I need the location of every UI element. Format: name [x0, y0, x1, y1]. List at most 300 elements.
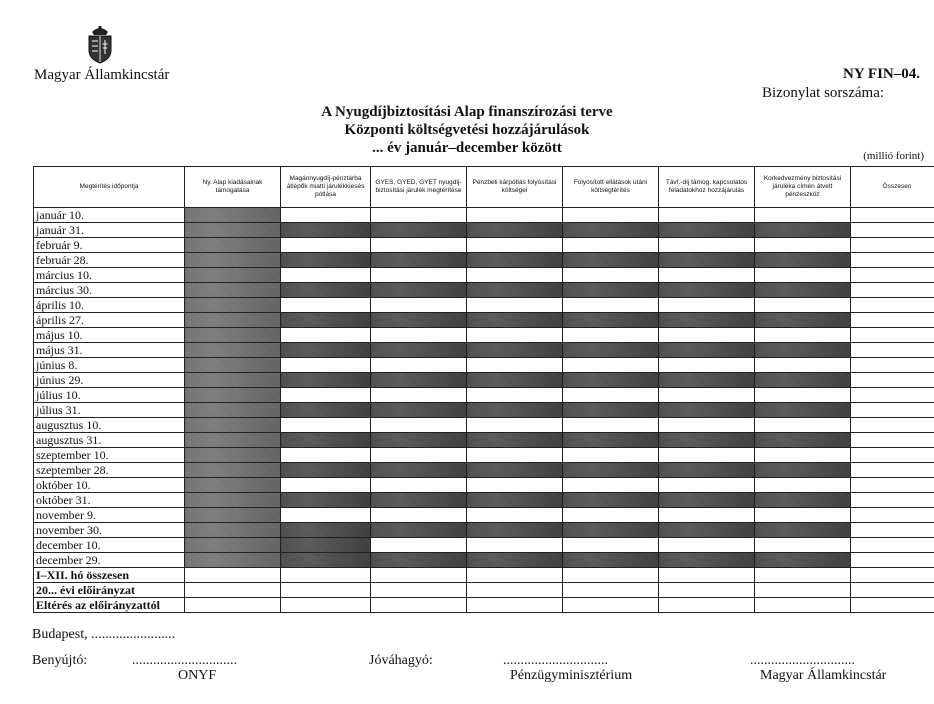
entry-cell[interactable]	[563, 478, 659, 493]
shaded-cell	[755, 493, 851, 508]
entry-cell[interactable]	[563, 208, 659, 223]
entry-cell[interactable]	[371, 358, 467, 373]
row-date-label: október 10.	[34, 478, 185, 493]
table-row	[34, 523, 934, 538]
row-date-label: január 31.	[34, 223, 185, 238]
entry-cell[interactable]	[851, 583, 934, 598]
shaded-cell	[371, 343, 467, 358]
row-date-label: augusztus 31.	[34, 433, 185, 448]
shaded-cell	[659, 313, 755, 328]
row-date-label: szeptember 10.	[34, 448, 185, 463]
table-row	[34, 508, 934, 523]
entry-cell[interactable]	[755, 448, 851, 463]
row-date-label: június 29.	[34, 373, 185, 388]
table-row	[34, 418, 934, 433]
table-row	[34, 553, 934, 568]
entry-cell[interactable]	[659, 448, 755, 463]
shaded-cell	[371, 373, 467, 388]
entry-cell[interactable]	[851, 523, 934, 538]
row-date-label: május 10.	[34, 328, 185, 343]
financing-table	[33, 166, 934, 613]
shaded-cell	[281, 538, 371, 553]
shaded-cell	[467, 223, 563, 238]
unit-label: (millió forint)	[863, 150, 924, 162]
shaded-cell	[371, 283, 467, 298]
row-date-label: december 29.	[34, 553, 185, 568]
entry-cell[interactable]	[755, 538, 851, 553]
row-date-label: április 27.	[34, 313, 185, 328]
shaded-cell	[281, 403, 371, 418]
col-header: Magánnyugdíj-pénztárba átlépők miatti járulékkiesés pótlása	[281, 167, 371, 208]
shaded-cell	[281, 463, 371, 478]
entry-cell[interactable]	[371, 418, 467, 433]
entry-cell[interactable]	[371, 568, 467, 583]
shaded-cell	[371, 463, 467, 478]
entry-cell[interactable]	[755, 298, 851, 313]
entry-cell[interactable]	[281, 508, 371, 523]
entry-cell[interactable]	[851, 463, 934, 478]
entry-cell[interactable]	[755, 238, 851, 253]
entry-cell[interactable]	[371, 208, 467, 223]
treasury-org: Magyar Államkincstár	[760, 668, 887, 683]
entry-cell[interactable]	[563, 358, 659, 373]
shaded-cell	[185, 373, 281, 388]
shaded-cell	[467, 313, 563, 328]
shaded-cell	[755, 373, 851, 388]
shaded-cell	[755, 403, 851, 418]
entry-cell[interactable]	[851, 403, 934, 418]
shaded-cell	[185, 493, 281, 508]
shaded-cell	[659, 523, 755, 538]
entry-cell[interactable]	[371, 478, 467, 493]
entry-cell[interactable]	[563, 238, 659, 253]
shaded-cell	[185, 223, 281, 238]
shaded-cell	[371, 493, 467, 508]
entry-cell[interactable]	[659, 388, 755, 403]
row-date-label: október 31.	[34, 493, 185, 508]
entry-cell[interactable]	[281, 358, 371, 373]
entry-cell[interactable]	[467, 568, 563, 583]
shaded-cell	[281, 373, 371, 388]
entry-cell[interactable]	[851, 208, 934, 223]
row-date-label: március 30.	[34, 283, 185, 298]
entry-cell[interactable]	[659, 538, 755, 553]
row-date-label: június 8.	[34, 358, 185, 373]
shaded-cell	[185, 463, 281, 478]
entry-cell[interactable]	[467, 583, 563, 598]
place-date-field: Budapest, ........................	[32, 627, 176, 642]
shaded-cell	[755, 553, 851, 568]
entry-cell[interactable]	[851, 568, 934, 583]
shaded-cell	[755, 283, 851, 298]
col-header: Összesen	[851, 167, 934, 208]
entry-cell[interactable]	[467, 388, 563, 403]
entry-cell[interactable]	[563, 418, 659, 433]
entry-cell[interactable]	[467, 478, 563, 493]
shaded-cell	[659, 343, 755, 358]
entry-cell[interactable]	[563, 448, 659, 463]
shaded-cell	[659, 403, 755, 418]
table-row	[34, 493, 934, 508]
col-header: Távf.-díj támog. kapcsolatos feladatokhoz hozzájárulás	[659, 167, 755, 208]
shaded-cell	[467, 553, 563, 568]
entry-cell[interactable]	[659, 478, 755, 493]
table-row	[34, 433, 934, 448]
shaded-cell	[563, 343, 659, 358]
shaded-cell	[281, 253, 371, 268]
shaded-cell	[185, 283, 281, 298]
submitter-label: Benyújtó:	[32, 653, 88, 668]
approver-org: Pénzügyminisztérium	[510, 668, 633, 683]
shaded-cell	[467, 403, 563, 418]
entry-cell[interactable]	[281, 268, 371, 283]
entry-cell[interactable]	[659, 208, 755, 223]
entry-cell[interactable]	[563, 328, 659, 343]
summary-row	[34, 583, 934, 598]
shaded-cell	[185, 238, 281, 253]
shaded-cell	[371, 313, 467, 328]
entry-cell[interactable]	[281, 328, 371, 343]
summary-row	[34, 598, 934, 613]
entry-cell[interactable]	[851, 313, 934, 328]
table-row	[34, 298, 934, 313]
table-row	[34, 448, 934, 463]
row-date-label: november 30.	[34, 523, 185, 538]
entry-cell[interactable]	[755, 418, 851, 433]
shaded-cell	[185, 328, 281, 343]
entry-cell[interactable]	[755, 508, 851, 523]
row-date-label: február 9.	[34, 238, 185, 253]
entry-cell[interactable]	[467, 508, 563, 523]
shaded-cell	[467, 283, 563, 298]
shaded-cell	[185, 298, 281, 313]
shaded-cell	[371, 523, 467, 538]
entry-cell[interactable]	[659, 568, 755, 583]
entry-cell[interactable]	[563, 583, 659, 598]
shaded-cell	[281, 433, 371, 448]
shaded-cell	[563, 523, 659, 538]
entry-cell[interactable]	[755, 598, 851, 613]
shaded-cell	[755, 433, 851, 448]
shaded-cell	[755, 463, 851, 478]
shaded-cell	[185, 508, 281, 523]
shaded-cell	[563, 253, 659, 268]
entry-cell[interactable]	[563, 388, 659, 403]
entry-cell[interactable]	[851, 253, 934, 268]
summary-row-label: I–XII. hó összesen	[34, 568, 185, 583]
shaded-cell	[659, 463, 755, 478]
col-header: GYES, GYED, GYET nyugdíj-biztosítási járulék megtérítése	[371, 167, 467, 208]
shaded-cell	[563, 373, 659, 388]
entry-cell[interactable]	[371, 238, 467, 253]
shaded-cell	[371, 223, 467, 238]
shaded-cell	[185, 208, 281, 223]
row-date-label: február 28.	[34, 253, 185, 268]
entry-cell[interactable]	[851, 388, 934, 403]
entry-cell[interactable]	[281, 208, 371, 223]
shaded-cell	[281, 283, 371, 298]
shaded-cell	[755, 253, 851, 268]
shaded-cell	[185, 253, 281, 268]
entry-cell[interactable]	[563, 538, 659, 553]
entry-cell[interactable]	[281, 478, 371, 493]
shaded-cell	[371, 433, 467, 448]
entry-cell[interactable]	[281, 418, 371, 433]
entry-cell[interactable]	[467, 208, 563, 223]
entry-cell[interactable]	[755, 208, 851, 223]
entry-cell[interactable]	[659, 418, 755, 433]
entry-cell[interactable]	[185, 598, 281, 613]
shaded-cell	[659, 373, 755, 388]
entry-cell[interactable]	[467, 238, 563, 253]
entry-cell[interactable]	[467, 328, 563, 343]
entry-cell[interactable]	[755, 583, 851, 598]
row-date-label: május 31.	[34, 343, 185, 358]
entry-cell[interactable]	[371, 328, 467, 343]
shaded-cell	[755, 523, 851, 538]
table-row	[34, 328, 934, 343]
entry-cell[interactable]	[851, 328, 934, 343]
entry-cell[interactable]	[851, 418, 934, 433]
entry-cell[interactable]	[281, 298, 371, 313]
entry-cell[interactable]	[851, 433, 934, 448]
col-header: Pénzbeli kárpótlás folyósítási költségei	[467, 167, 563, 208]
entry-cell[interactable]	[851, 553, 934, 568]
entry-cell[interactable]	[851, 343, 934, 358]
col-header: Megtérítés időpontja	[34, 167, 185, 208]
entry-cell[interactable]	[371, 268, 467, 283]
entry-cell[interactable]	[851, 493, 934, 508]
title-line-1: A Nyugdíjbiztosítási Alap finanszírozási terve	[321, 104, 613, 120]
entry-cell[interactable]	[755, 268, 851, 283]
shaded-cell	[281, 523, 371, 538]
entry-cell[interactable]	[185, 568, 281, 583]
shaded-cell	[563, 463, 659, 478]
shaded-cell	[659, 433, 755, 448]
table-row	[34, 253, 934, 268]
submitter-signature-line: ..............................	[132, 653, 237, 668]
entry-cell[interactable]	[563, 268, 659, 283]
table-row	[34, 268, 934, 283]
entry-cell[interactable]	[851, 268, 934, 283]
entry-cell[interactable]	[563, 598, 659, 613]
entry-cell[interactable]	[755, 358, 851, 373]
row-date-label: július 10.	[34, 388, 185, 403]
entry-cell[interactable]	[185, 583, 281, 598]
row-date-label: szeptember 28.	[34, 463, 185, 478]
shaded-cell	[467, 493, 563, 508]
shaded-cell	[371, 403, 467, 418]
summary-row-label: 20... évi előirányzat	[34, 583, 185, 598]
entry-cell[interactable]	[563, 298, 659, 313]
table-row	[34, 388, 934, 403]
entry-cell[interactable]	[281, 238, 371, 253]
entry-cell[interactable]	[281, 598, 371, 613]
shaded-cell	[659, 553, 755, 568]
shaded-cell	[659, 493, 755, 508]
entry-cell[interactable]	[659, 328, 755, 343]
table-header-row	[34, 167, 934, 208]
entry-cell[interactable]	[755, 388, 851, 403]
shaded-cell	[563, 433, 659, 448]
entry-cell[interactable]	[371, 388, 467, 403]
entry-cell[interactable]	[851, 598, 934, 613]
shaded-cell	[755, 223, 851, 238]
treasury-signature-line: ..............................	[750, 653, 855, 668]
entry-cell[interactable]	[371, 508, 467, 523]
shaded-cell	[281, 313, 371, 328]
row-date-label: április 10.	[34, 298, 185, 313]
table-row	[34, 373, 934, 388]
shaded-cell	[185, 358, 281, 373]
shaded-cell	[185, 388, 281, 403]
entry-cell[interactable]	[755, 478, 851, 493]
shaded-cell	[185, 478, 281, 493]
approver-signature-line: ..............................	[503, 653, 608, 668]
entry-cell[interactable]	[371, 538, 467, 553]
shaded-cell	[371, 253, 467, 268]
entry-cell[interactable]	[467, 298, 563, 313]
table-row	[34, 358, 934, 373]
entry-cell[interactable]	[851, 238, 934, 253]
shaded-cell	[659, 253, 755, 268]
entry-cell[interactable]	[659, 598, 755, 613]
shaded-cell	[467, 463, 563, 478]
shaded-cell	[185, 343, 281, 358]
shaded-cell	[281, 343, 371, 358]
entry-cell[interactable]	[467, 268, 563, 283]
shaded-cell	[185, 433, 281, 448]
shaded-cell	[467, 373, 563, 388]
entry-cell[interactable]	[659, 583, 755, 598]
entry-cell[interactable]	[371, 598, 467, 613]
entry-cell[interactable]	[659, 358, 755, 373]
entry-cell[interactable]	[281, 388, 371, 403]
entry-cell[interactable]	[851, 223, 934, 238]
table-row	[34, 283, 934, 298]
shaded-cell	[467, 343, 563, 358]
entry-cell[interactable]	[467, 418, 563, 433]
entry-cell[interactable]	[659, 268, 755, 283]
shaded-cell	[185, 313, 281, 328]
entry-cell[interactable]	[851, 298, 934, 313]
shaded-cell	[563, 313, 659, 328]
entry-cell[interactable]	[851, 373, 934, 388]
shaded-cell	[185, 553, 281, 568]
org-name: Magyar Államkincstár	[34, 67, 170, 83]
entry-cell[interactable]	[371, 448, 467, 463]
summary-row-label: Eltérés az előirányzattól	[34, 598, 185, 613]
row-date-label: március 10.	[34, 268, 185, 283]
entry-cell[interactable]	[851, 448, 934, 463]
shaded-cell	[185, 538, 281, 553]
shaded-cell	[185, 523, 281, 538]
shaded-cell	[185, 418, 281, 433]
shaded-cell	[281, 223, 371, 238]
shaded-cell	[371, 553, 467, 568]
entry-cell[interactable]	[755, 328, 851, 343]
col-header: Ny. Alap kiadásainak támogatása	[185, 167, 281, 208]
col-header: Folyósított ellátások utáni költségtérítés	[563, 167, 659, 208]
row-date-label: január 10.	[34, 208, 185, 223]
doc-code: NY FIN–04.	[843, 66, 920, 82]
shaded-cell	[467, 523, 563, 538]
entry-cell[interactable]	[563, 508, 659, 523]
table-row	[34, 478, 934, 493]
coat-of-arms-icon	[84, 26, 116, 64]
title-line-2: Központi költségvetési hozzájárulások	[344, 122, 590, 138]
table-row	[34, 343, 934, 358]
entry-cell[interactable]	[851, 283, 934, 298]
submitter-org: ONYF	[178, 668, 217, 683]
shaded-cell	[755, 343, 851, 358]
entry-cell[interactable]	[851, 478, 934, 493]
entry-cell[interactable]	[851, 538, 934, 553]
row-date-label: december 10.	[34, 538, 185, 553]
title-line-3: ... év január–december között	[372, 140, 562, 156]
shaded-cell	[467, 253, 563, 268]
shaded-cell	[659, 283, 755, 298]
entry-cell[interactable]	[281, 583, 371, 598]
shaded-cell	[467, 433, 563, 448]
table-row	[34, 208, 934, 223]
row-date-label: augusztus 10.	[34, 418, 185, 433]
shaded-cell	[563, 223, 659, 238]
entry-cell[interactable]	[467, 598, 563, 613]
shaded-cell	[563, 493, 659, 508]
entry-cell[interactable]	[659, 238, 755, 253]
summary-row	[34, 568, 934, 583]
shaded-cell	[281, 553, 371, 568]
document-title	[0, 103, 934, 157]
entry-cell[interactable]	[467, 538, 563, 553]
serial-label: Bizonylat sorszáma:	[762, 85, 885, 101]
table-row	[34, 403, 934, 418]
entry-cell[interactable]	[371, 298, 467, 313]
shaded-cell	[185, 448, 281, 463]
shaded-cell	[659, 223, 755, 238]
table-row	[34, 538, 934, 553]
table-row	[34, 313, 934, 328]
shaded-cell	[563, 553, 659, 568]
table-row	[34, 238, 934, 253]
entry-cell[interactable]	[281, 448, 371, 463]
entry-cell[interactable]	[659, 508, 755, 523]
col-header: Korkedvezmény biztosítási járuléka címén átvett pénzeszköz	[755, 167, 851, 208]
entry-cell[interactable]	[851, 358, 934, 373]
table-body	[34, 208, 934, 613]
table-row	[34, 463, 934, 478]
entry-cell[interactable]	[659, 298, 755, 313]
shaded-cell	[185, 268, 281, 283]
approver-label: Jóváhagyó:	[369, 653, 433, 668]
row-date-label: november 9.	[34, 508, 185, 523]
entry-cell[interactable]	[371, 583, 467, 598]
entry-cell[interactable]	[563, 568, 659, 583]
table-row	[34, 223, 934, 238]
shaded-cell	[755, 313, 851, 328]
shaded-cell	[185, 403, 281, 418]
row-date-label: július 31.	[34, 403, 185, 418]
shaded-cell	[563, 283, 659, 298]
entry-cell[interactable]	[467, 448, 563, 463]
entry-cell[interactable]	[755, 568, 851, 583]
shaded-cell	[281, 493, 371, 508]
shaded-cell	[563, 403, 659, 418]
entry-cell[interactable]	[281, 568, 371, 583]
entry-cell[interactable]	[851, 508, 934, 523]
entry-cell[interactable]	[467, 358, 563, 373]
